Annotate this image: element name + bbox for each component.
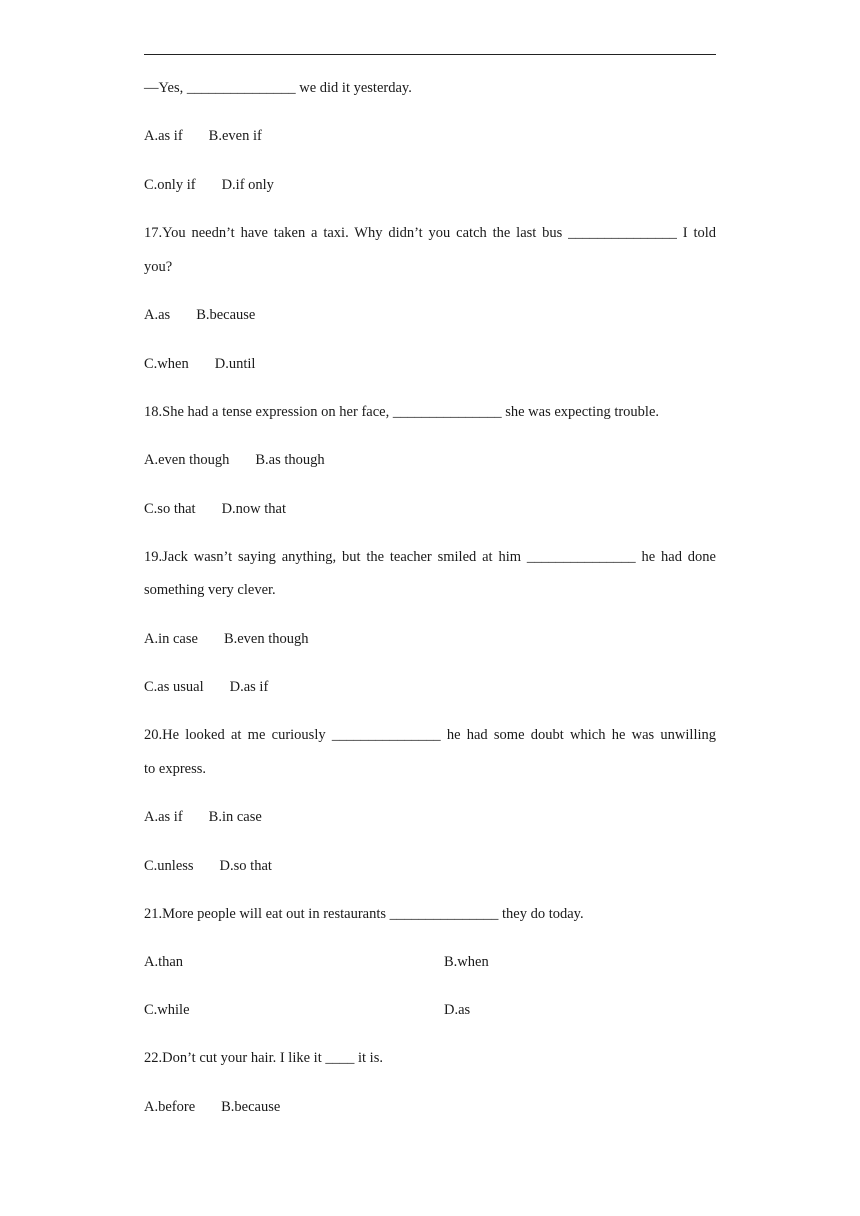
q17-option-d: D.until [214, 356, 256, 372]
q20-option-d: D.so that [219, 858, 272, 874]
q17-stem-line-2: you? [144, 259, 173, 275]
q20-option-a: A.as if [144, 809, 183, 825]
q18-option-a: A.even though [144, 452, 230, 468]
q18-options-ab [144, 451, 716, 469]
q21-option-b: B.when [444, 954, 489, 970]
q18-option-c: C.so that [144, 501, 196, 517]
q21-option-a: A.than [144, 954, 184, 970]
q20-options-ab [144, 808, 716, 826]
q19-stem-line-2: something very clever. [144, 582, 276, 598]
q16-option-c: C.only if [144, 177, 196, 193]
q18-stem-line-1: 18.She had a tense expression on her face, _______________ she was expecting trouble. [144, 404, 660, 420]
q19-option-c: C.as usual [144, 679, 204, 695]
q19-option-d: D.as if [229, 679, 269, 695]
q21-option-d: D.as [444, 1002, 471, 1018]
q22-options-ab [144, 1098, 716, 1116]
q19-option-a: A.in case [144, 631, 198, 647]
q22-stem-line-1: 22.Don’t cut your hair. I like it ____ it is. [144, 1050, 383, 1066]
q16-option-a: A.as if [144, 128, 183, 144]
q22-option-b: B.because [221, 1099, 281, 1115]
q21-stem-line-1: 21.More people will eat out in restaurants _______________ they do today. [144, 906, 584, 922]
q19-option-b: B.even though [223, 631, 309, 647]
q20-stem-line-2: to express. [144, 761, 207, 777]
q20-options-cd [144, 857, 716, 875]
q22-option-a: A.before [144, 1099, 196, 1115]
q20-option-c: C.unless [144, 858, 194, 874]
q19-options-ab [144, 630, 716, 648]
q16-stem-line: —Yes, _______________ we did it yesterday. [144, 80, 412, 96]
q16-option-b: B.even if [208, 128, 262, 144]
q19-options-cd [144, 678, 716, 696]
q17-options-cd [144, 355, 716, 373]
q16-options-cd [144, 176, 716, 194]
q17-stem-line-1: 17.You needn’t have taken a taxi. Why didn’t you catch the last bus _______________ I told [144, 225, 716, 241]
q18-option-d: D.now that [221, 501, 286, 517]
q18-option-b: B.as though [255, 452, 325, 468]
q17-option-a: A.as [144, 307, 171, 323]
q17-option-b: B.because [196, 307, 256, 323]
q21-option-c: C.while [144, 1002, 190, 1018]
q21-options-cd [144, 1001, 716, 1019]
q17-option-c: C.when [144, 356, 189, 372]
q17-options-ab [144, 306, 716, 324]
q20-option-b: B.in case [208, 809, 262, 825]
header-rule [144, 54, 716, 55]
q19-stem-line-1: 19.Jack wasn’t saying anything, but the teacher smiled at him _______________ he had done [144, 549, 716, 565]
q18-options-cd [144, 500, 716, 518]
q16-option-d: D.if only [221, 177, 274, 193]
q16-options-ab [144, 127, 716, 145]
q20-stem-line-1: 20.He looked at me curiously _______________ he had some doubt which he was unwilling [144, 727, 716, 743]
q21-options-ab [144, 953, 716, 971]
